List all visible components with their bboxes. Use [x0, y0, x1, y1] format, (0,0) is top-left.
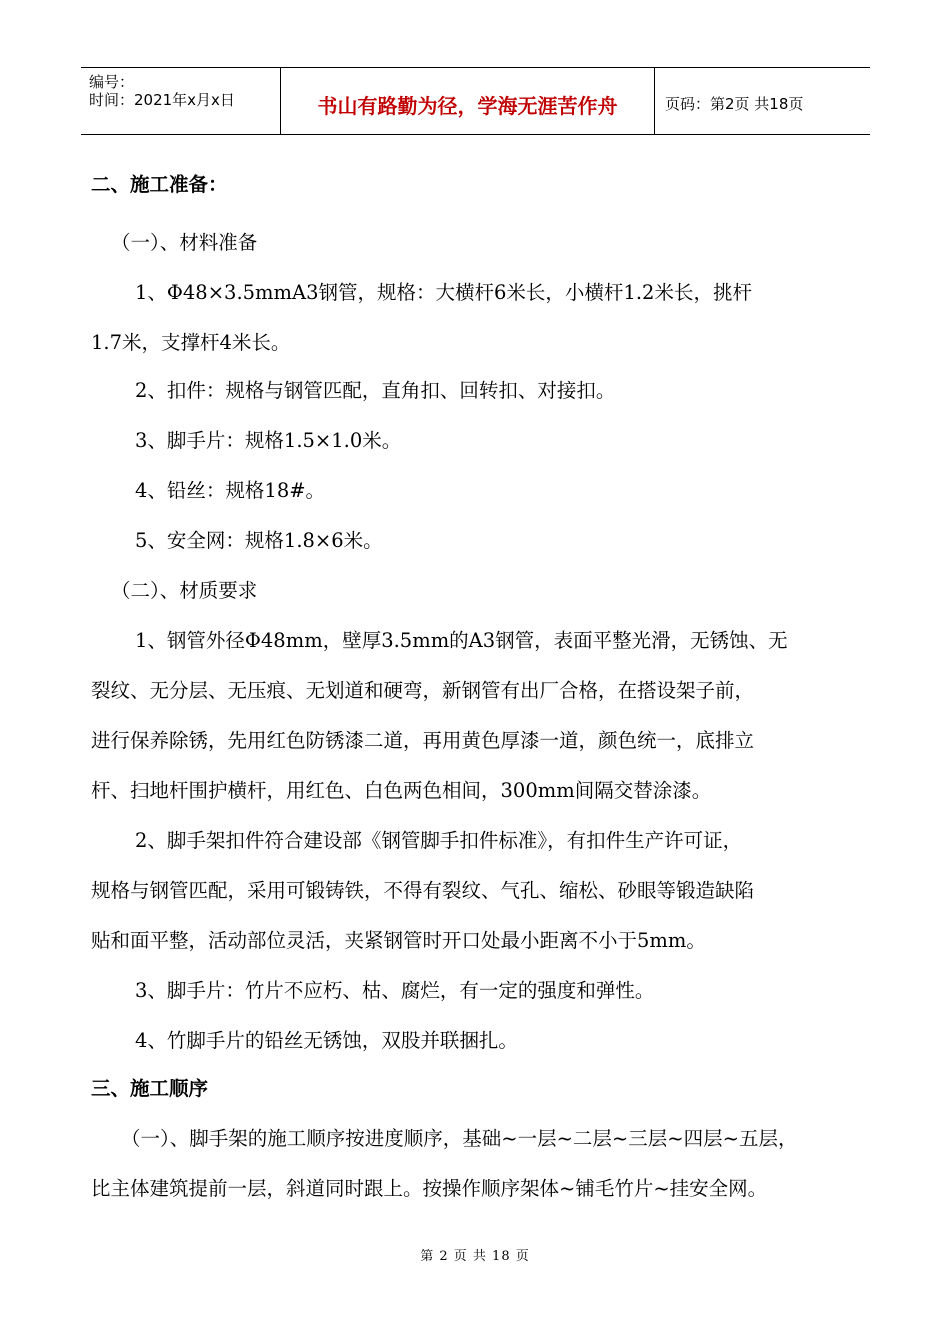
paragraph-line: 4、铅丝：规格18#。 — [135, 479, 326, 502]
paragraph-line: 比主体建筑提前一层，斜道同时跟上。按操作顺序架体~铺毛竹片~挂安全网。 — [91, 1177, 768, 1200]
section-heading: 三、施工顺序 — [91, 1077, 209, 1100]
header-page-number: 页码：第2页 共18页 — [665, 94, 804, 113]
paragraph-line: 1.7米，支撑杆4米长。 — [91, 331, 291, 354]
document-number-label: 编号： — [89, 73, 135, 91]
paragraph-line: 2、脚手架扣件符合建设部《钢管脚手扣件标准》，有扣件生产许可证， — [135, 829, 743, 852]
header-meta — [81, 68, 281, 134]
paragraph-line: 规格与钢管匹配，采用可锻铸铁，不得有裂纹、气孔、缩松、砂眼等锻造缺陷 — [91, 879, 755, 902]
paragraph-line: 4、竹脚手片的铅丝无锈蚀，双股并联捆扎。 — [135, 1029, 518, 1052]
paragraph-line: 3、脚手片：规格1.5×1.0米。 — [135, 429, 402, 452]
page-header — [81, 67, 870, 135]
document-date-label: 时间：2021年x月x日 — [89, 91, 235, 109]
paragraph-line: （一）、脚手架的施工顺序按进度顺序，基础~一层~二层~三层~四层~五层， — [121, 1127, 798, 1150]
paragraph-line: 贴和面平整，活动部位灵活，夹紧钢管时开口处最小距离不小于5mm。 — [91, 929, 706, 952]
page-footer: 第 2 页 共 18 页 — [420, 1249, 530, 1264]
paragraph-line: 裂纹、无分层、无压痕、无划道和硬弯，新钢管有出厂合格，在搭设架子前， — [91, 679, 755, 702]
paragraph-line: 1、钢管外径Φ48mm，壁厚3.5mm的A3钢管，表面平整光滑，无锈蚀、无 — [135, 629, 788, 652]
subsection-heading: （二）、材质要求 — [111, 579, 258, 602]
paragraph-line: 2、扣件：规格与钢管匹配，直角扣、回转扣、对接扣。 — [135, 379, 616, 402]
paragraph-line: 3、脚手片：竹片不应朽、枯、腐烂，有一定的强度和弹性。 — [135, 979, 655, 1002]
paragraph-line: 杆、扫地杆围护横杆，用红色、白色两色相间，300mm间隔交替涂漆。 — [91, 779, 712, 802]
paragraph-line: 5、安全网：规格1.8×6米。 — [135, 529, 383, 552]
section-heading: 二、施工准备： — [91, 173, 228, 196]
paragraph-line: 进行保养除锈，先用红色防锈漆二道，再用黄色厚漆一道，颜色统一，底排立 — [91, 729, 755, 752]
header-motto: 书山有路勤为径，学海无涯苦作舟 — [281, 68, 655, 134]
subsection-heading: （一）、材料准备 — [111, 231, 258, 254]
paragraph-line: 1、Φ48×3.5mmA3钢管，规格：大横杆6米长，小横杆1.2米长，挑杆 — [135, 281, 752, 304]
